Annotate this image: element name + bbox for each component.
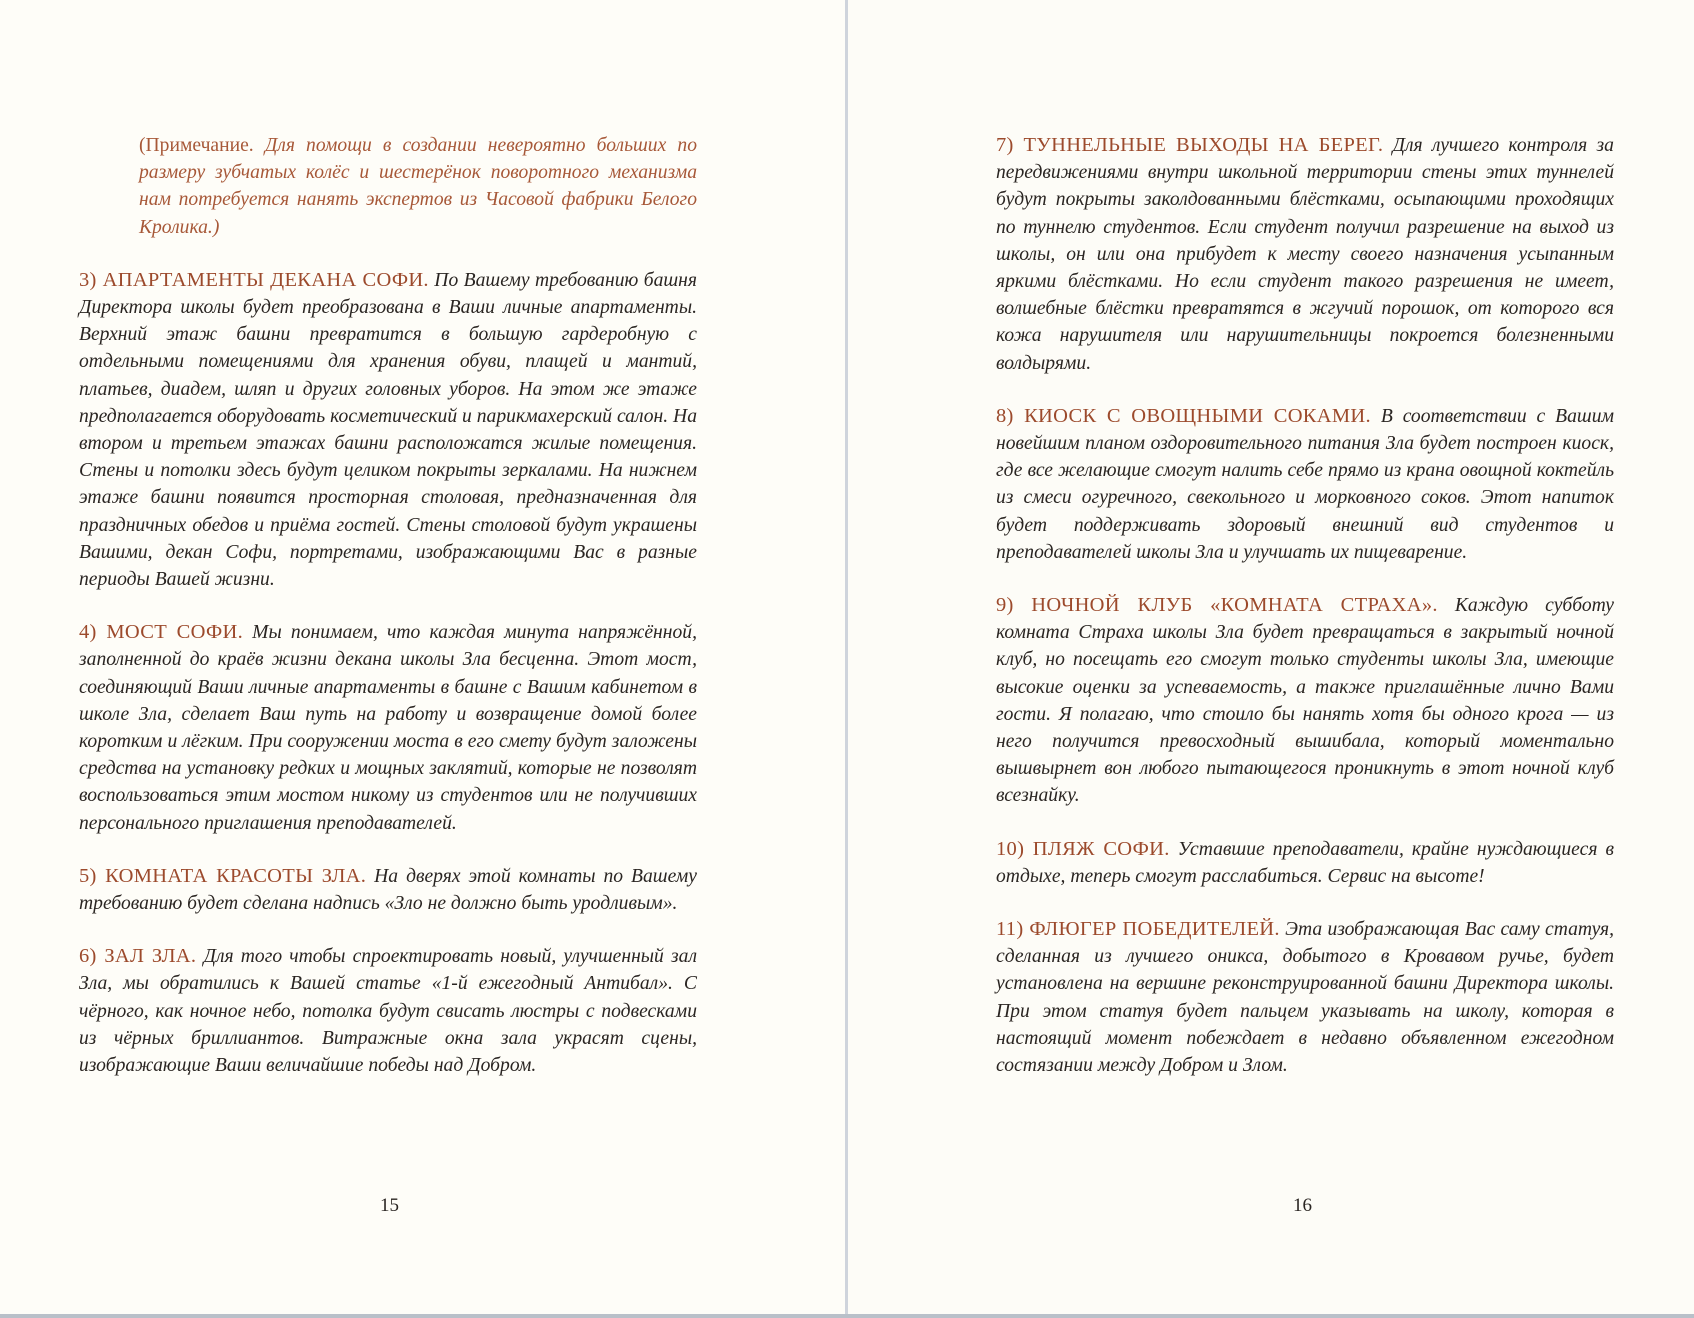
note-body: Для помощи в создании невероятно больших по размеру зубчатых колёс и шестерёнок поворотного механизма нам потребуется нанять экспертов из Часовой фабрики Белого Кролика.) <box>139 135 697 238</box>
entry-body: Эта изображающая Вас саму статуя, сделанная из лучшего оникса, добытого в Кровавом ручье, будет установлена на вершине реконструированной башни Директора школы. При этом статуя будет пальцем указывать на школу, которая в настоящий момент побеждает в недавно объявленном ежегодном состязании между Добром и Злом. <box>996 919 1614 1077</box>
note-label: (Примечание. <box>139 135 254 156</box>
right-text-column <box>996 132 1614 1105</box>
entry-body: По Вашему требованию башня Директора школы будет преобразована в Ваши личные апартаменты. Верхний этаж башни превратится в большую гардеробную с отдельными помещениями для хранения обуви, плащей и мантий, платьев, диадем, шляп и других головных уборов. На этом же этаже предполагается оборудовать косметический и парикмахерский салон. На втором и третьем этажах башни расположатся жилые помещения. Стены и потолки здесь будут целиком покрыты зеркалами. На нижнем этаже башни появится просторная столовая, предназначенная для праздничных обедов и приёма гостей. Стены столовой будут украшены Вашими, декан Софи, портретами, изображающими Вас в разные периоды Вашей жизни. <box>79 269 697 591</box>
entry-title: 8) КИОСК С ОВОЩНЫМИ СОКАМИ. <box>996 404 1371 427</box>
entry-8 <box>996 403 1614 566</box>
entry-7 <box>996 132 1614 377</box>
entry-body: На дверях этой комнаты по Вашему требованию будет сделана надпись «Зло не должно быть уродливым». <box>79 865 697 915</box>
entry-body: Для того чтобы спроектировать новый, улучшенный зал Зла, мы обратились к Вашей статье «1-й ежегодный Антибал». С чёрного, как ночное небо, потолка будут свисать люстры с подвесками из чёрных бриллиантов. Витражные окна зала украсят сцены, изображающие Ваши величайшие победы над Добром. <box>79 946 697 1077</box>
entry-title: 11) ФЛЮГЕР ПОБЕДИТЕЛЕЙ. <box>996 918 1280 941</box>
entry-body: Для лучшего контроля за передвижениями внутри школьной территории стены этих туннелей будут покрыты заколдованными блёстками, осыпающими проходящих по туннелю студентов. Если студент получил разрешение на выход из школы, он или она прибудет к месту своего назначения усыпанным яркими блёстками. Но если студент такого разрешения не имеет, волшебные блёстки превратятся в жгучий порошок, от которого вся кожа нарушителя или нарушительницы покроется болезненными волдырями. <box>996 135 1614 374</box>
page-number: 15 <box>380 1195 399 1216</box>
entry-title: 4) МОСТ СОФИ. <box>79 621 244 644</box>
entry-body: В соответствии с Вашим новейшим планом оздоровительного питания Зла будет построен киоск, где все желающие смогут налить себе прямо из крана овощной коктейль из смеси огуречного, свекольного и морковного соков. Этот напиток будет поддерживать здоровый внешний вид студентов и преподавателей школы Зла и улучшать их пищеварение. <box>996 405 1614 563</box>
entry-11 <box>996 916 1614 1079</box>
entry-title: 7) ТУННЕЛЬНЫЕ ВЫХОДЫ НА БЕРЕГ. <box>996 134 1384 156</box>
entry-body: Уставшие преподаватели, крайне нуждающиеся в отдыхе, теперь смогут расслабиться. Сервис на высоте! <box>996 838 1614 887</box>
entry-title: 5) КОМНАТА КРАСОТЫ ЗЛА. <box>79 864 367 887</box>
entry-9 <box>996 592 1614 810</box>
entry-title: 3) АПАРТАМЕНТЫ ДЕКАНА СОФИ. <box>79 268 429 291</box>
page-number: 16 <box>1293 1195 1312 1216</box>
entry-body: Каждую субботу комната Страха школы Зла будет превращаться в закрытый ночной клуб, но посещать его смогут только студенты школы Зла, имеющие высокие оценки за успеваемость, а также приглашённые лично Вами гости. Я полагаю, что стоило бы нанять хотя бы одного крога — из него получится превосходный вышибала, который моментально вышвырнет вон любого пытающегося проникнуть в этот ночной клуб всезнайку. <box>996 595 1614 807</box>
entry-title: 9) НОЧНОЙ КЛУБ «КОМНАТА СТРАХА». <box>996 594 1438 617</box>
entry-title: 6) ЗАЛ ЗЛА. <box>79 945 197 968</box>
page-bottom-edge <box>0 1314 1694 1318</box>
entry-10 <box>996 836 1614 890</box>
entry-body: Мы понимаем, что каждая минута напряжённой, заполненной до краёв жизни декана школы Зла бесценна. Этот мост, соединяющий Ваши личные апартаменты в башне с Вашим кабинетом в школе Зла, сделает Ваш путь на работу и возвращение домой более коротким и лёгким. При сооружении моста в его смету будут заложены средства на установку редких и мощных заклятий, которые не позволят воспользоваться этим мостом никому из студентов или не получивших персонального приглашения преподавателей. <box>79 622 697 834</box>
entry-title: 10) ПЛЯЖ СОФИ. <box>996 837 1170 860</box>
